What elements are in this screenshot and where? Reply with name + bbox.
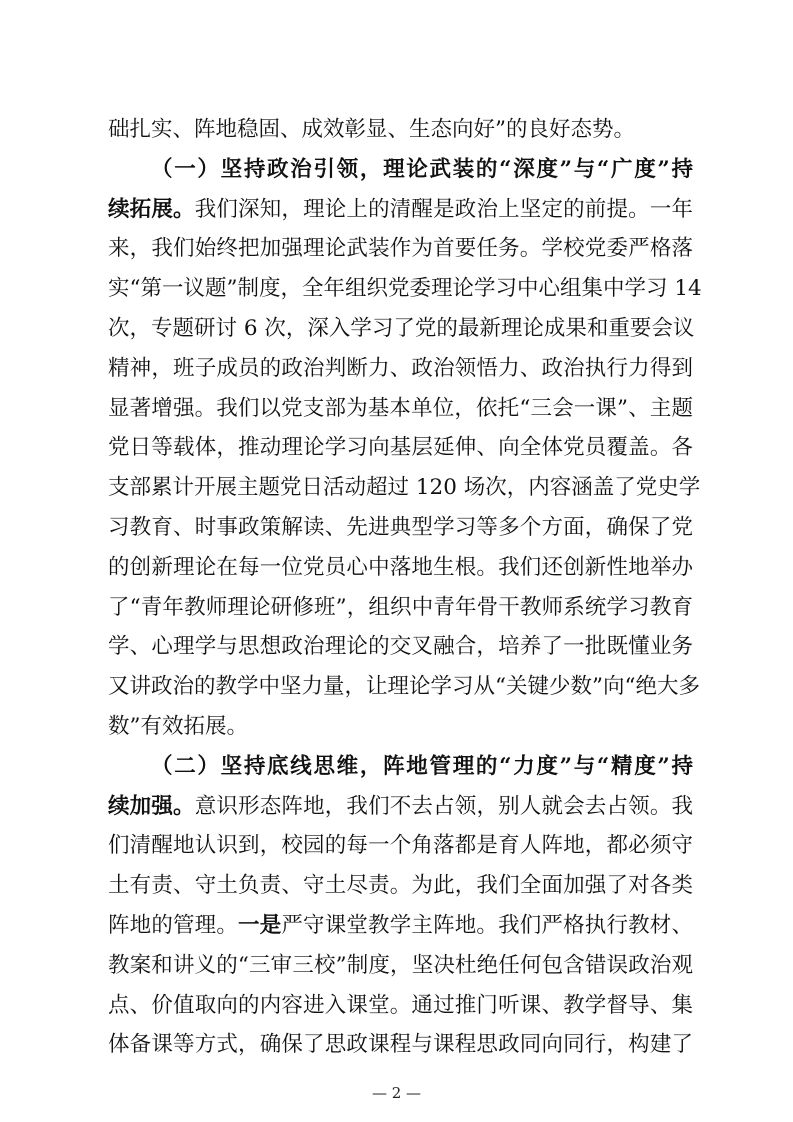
bold-text: 一是 xyxy=(238,912,282,938)
section-heading-line xyxy=(108,150,693,190)
paragraph-line xyxy=(108,548,693,588)
body-text: 来，我们始终把加强理论武装作为首要任务。学校党委严格落 xyxy=(108,236,693,262)
paragraph-line xyxy=(108,349,693,389)
bold-text: （一）坚持政治引领，理论武装的“深度”与“广度”持 xyxy=(151,156,693,182)
paragraph-line xyxy=(108,787,693,827)
body-text: 础扎实、阵地稳固、成效彰显、生态向好”的良好态势。 xyxy=(108,117,635,142)
paragraph-line xyxy=(108,986,693,1026)
paragraph-line xyxy=(108,866,693,906)
body-text: 的创新理论在每一位党员心中落地生根。我们还创新性地举办 xyxy=(108,554,693,580)
paragraph-line xyxy=(108,229,693,269)
section-heading-line xyxy=(108,747,693,787)
paragraph-line xyxy=(108,1025,693,1065)
body-text: 严守课堂教学主阵地。我们严格执行教材、 xyxy=(281,912,693,938)
body-text: 体备课等方式，确保了思政课程与课程思政同向同行，构建了 xyxy=(108,1032,693,1058)
body-text: 党日等载体，推动理论学习向基层延伸、向全体党员覆盖。各 xyxy=(108,435,693,461)
body-text: 我们深知，理论上的清醒是政治上坚定的前提。一年 xyxy=(194,196,693,222)
paragraph-line xyxy=(108,190,693,230)
paragraph-line xyxy=(108,906,693,946)
bold-text: （二）坚持底线思维，阵地管理的“力度”与“精度”持 xyxy=(151,753,693,779)
body-text: 精神，班子成员的政治判断力、政治领悟力、政治执行力得到 xyxy=(108,355,693,381)
paragraph-line xyxy=(108,309,693,349)
body-text: 意识形态阵地，我们不去占领，别人就会去占领。我 xyxy=(194,793,693,819)
page-number: — 2 — xyxy=(371,1084,422,1102)
body-text: 支部累计开展主题党日活动超过 120 场次，内容涵盖了党史学 xyxy=(108,475,701,501)
paragraph-line xyxy=(108,269,702,309)
body-text: 又讲政治的教学中坚力量，让理论学习从“关键少数”向“绝大多 xyxy=(108,674,700,700)
paragraph-line xyxy=(108,428,693,468)
body-text: 学、心理学与思想政治理论的交叉融合，培养了一批既懂业务 xyxy=(108,634,693,660)
paragraph-line xyxy=(108,826,693,866)
body-text: 数”有效拓展。 xyxy=(108,713,248,739)
paragraph-line xyxy=(108,110,693,150)
body-text: 习教育、时事政策解读、先进典型学习等多个方面，确保了党 xyxy=(108,514,693,540)
paragraph-line xyxy=(108,667,700,707)
body-text: 们清醒地认识到，校园的每一个角落都是育人阵地，都必须守 xyxy=(108,833,693,859)
body-text: 土有责、守土负责、守土尽责。为此，我们全面加强了对各类 xyxy=(108,873,693,899)
body-text: 点、价值取向的内容进入课堂。通过推门听课、教学督导、集 xyxy=(108,992,693,1018)
body-text: 实“第一议题”制度，全年组织党委理论学习中心组集中学习 14 xyxy=(108,276,702,302)
body-text: 阵地的管理。 xyxy=(108,912,239,938)
paragraph-line xyxy=(108,508,693,548)
paragraph-line xyxy=(108,468,701,508)
body-text: 教案和讲义的“三审三校”制度，坚决杜绝任何包含错误政治观 xyxy=(108,952,693,978)
paragraph-line xyxy=(108,707,693,747)
document-body xyxy=(108,110,702,1065)
body-text: 了“青年教师理论研修班”，组织中青年骨干教师系统学习教育 xyxy=(108,594,693,620)
bold-text: 续加强。 xyxy=(108,793,195,819)
body-text: 显著增强。我们以党支部为基本单位，依托“三会一课”、主题 xyxy=(108,395,693,421)
paragraph-line xyxy=(108,588,693,628)
paragraph-line xyxy=(108,389,693,429)
bold-text: 续拓展。 xyxy=(108,196,195,222)
paragraph-line xyxy=(108,627,693,667)
body-text: 次，专题研讨 6 次，深入学习了党的最新理论成果和重要会议 xyxy=(108,315,695,341)
paragraph-line xyxy=(108,946,693,986)
